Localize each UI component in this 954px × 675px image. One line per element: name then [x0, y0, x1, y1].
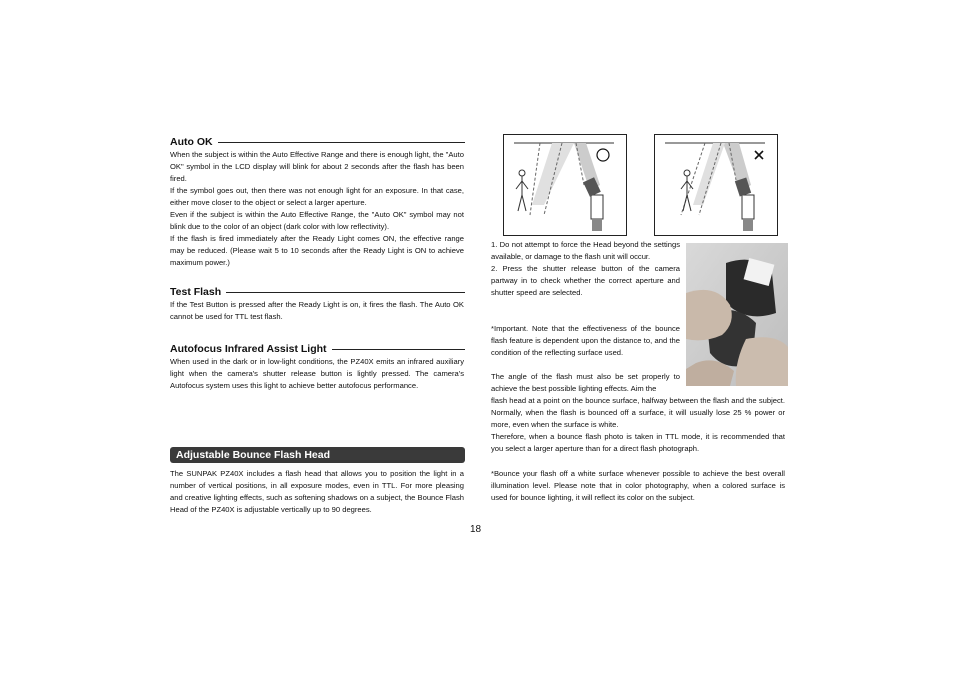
paragraph: flash head at a point on the bounce surface, halfway between the flash and the subject. Normally, when the flash is bounced off a surface, it will usually lose 25 % power or more, even when the surface is white. — [491, 396, 785, 429]
paragraph: If the symbol goes out, then there was not enough light for an exposure. In that case, either move closer to the object or select a larger aperture. — [170, 186, 464, 207]
page-number: 18 — [470, 524, 482, 535]
af-assist-heading — [170, 343, 465, 355]
auto-ok-title: Auto OK — [170, 136, 213, 148]
angle-paragraph-lead: The angle of the flash must also be set properly to achieve the best possible lighting effects. Aim the — [491, 372, 680, 393]
white-surface-note: *Bounce your flash off a white surface whenever possible to achieve the best overall illumination level. Please note that in color photography, when a colored surface is used for bounce lighting, it will reflect its color on the subject. — [491, 469, 785, 502]
list-item: 2. Press the shutter release button of the camera partway in to check whether the correct aperture and shutter speed are selected. — [491, 264, 680, 297]
heading-rule — [218, 142, 465, 143]
important-note: *Important. Note that the effectiveness of the bounce flash feature is dependent upon the distance to, and the condition of the reflecting surface used. — [491, 324, 680, 357]
bounce-body — [170, 468, 464, 516]
paragraph: The SUNPAK PZ40X includes a flash head that allows you to position the light in a number of vertical positions, in all exposure modes, even in TTL. For more pleasing and creative lighting effects, such as softening shadows on a subject, the Bounce Flash Head of the PZ40X is adjustable vertically up to 90 degrees. — [170, 469, 464, 514]
warning-list — [491, 239, 680, 299]
heading-rule — [226, 292, 465, 293]
test-flash-heading — [170, 286, 465, 298]
list-item: 1. Do not attempt to force the Head beyond the settings available, or damage to the flash unit will occur. — [491, 240, 680, 261]
paragraph: Therefore, when a bounce flash photo is taken in TTL mode, it is recommended that you select a larger aperture than for a direct flash photograph. — [491, 432, 785, 453]
bounce-diagram-correct — [503, 134, 627, 236]
correct-circle-icon — [597, 149, 609, 161]
heading-rule — [332, 349, 465, 350]
paragraph: Even if the subject is within the Auto Effective Range, the "Auto OK" symbol may not blink due to the color of an object (dark color with low reflectivity). — [170, 210, 464, 231]
angle-paragraph-rest — [491, 395, 785, 455]
auto-ok-body — [170, 149, 464, 269]
bounce-incorrect-illustration — [655, 135, 777, 235]
bounce-section-bar: Adjustable Bounce Flash Head — [170, 447, 465, 463]
auto-ok-heading — [170, 136, 465, 148]
paragraph: When the subject is within the Auto Effective Range and there is enough light, the "Auto OK" symbol in the LCD display will blink for about 2 seconds after the flash has been fired. — [170, 150, 464, 183]
af-assist-title: Autofocus Infrared Assist Light — [170, 343, 327, 355]
paragraph: If the flash is fired immediately after the Ready Light comes ON, the effective range may be reduced. (Please wait 5 to 10 seconds after the Ready Light is ON to achieve maximum power.) — [170, 234, 464, 267]
bounce-diagram-incorrect — [654, 134, 778, 236]
test-flash-body — [170, 299, 464, 323]
flash-head-photo — [686, 243, 788, 386]
test-flash-title: Test Flash — [170, 286, 222, 298]
paragraph: If the Test Button is pressed after the Ready Light is on, it fires the flash. The Auto OK cannot be used for TTL test flash. — [170, 300, 464, 321]
bounce-correct-illustration — [504, 135, 626, 235]
af-assist-body — [170, 356, 464, 392]
paragraph: When used in the dark or in low-light conditions, the PZ40X emits an infrared auxiliary light when the camera's shutter release button is lightly pressed. The camera's Autofocus system uses this light to achieve better autofocus performance. — [170, 357, 464, 390]
